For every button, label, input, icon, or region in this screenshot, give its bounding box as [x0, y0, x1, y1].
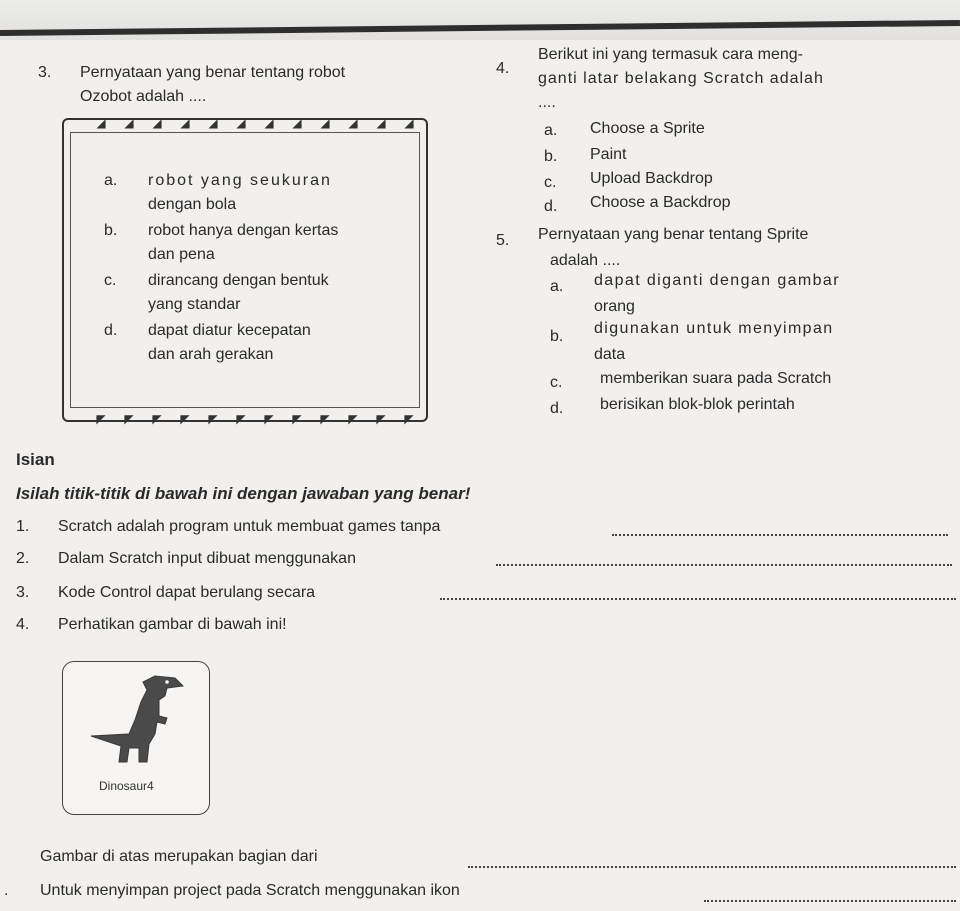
fill-2-number: 2.: [16, 550, 30, 567]
q5-opt-b-letter: b.: [550, 328, 564, 345]
isian-heading: Isian: [16, 450, 55, 469]
frame-bottom-teeth: ◤ ◤ ◤ ◤ ◤ ◤ ◤ ◤ ◤ ◤ ◤ ◤: [96, 412, 414, 426]
fill-1-number: 1.: [16, 518, 30, 535]
q3-opt-a-letter: a.: [104, 172, 118, 189]
q5-opt-d-letter: d.: [550, 400, 564, 417]
q4-opt-c-letter: c.: [544, 174, 557, 191]
q3-opt-c-line1: dirancang dengan bentuk: [148, 272, 329, 289]
q5-text-line2: adalah ....: [550, 252, 621, 269]
q3-opt-a-line2: dengan bola: [148, 196, 237, 213]
fill-3-text: Kode Control dapat berulang secara: [58, 584, 316, 601]
q4-opt-c-text: Upload Backdrop: [590, 170, 713, 187]
q4-opt-d-text: Choose a Backdrop: [590, 194, 731, 211]
sprite-name: Dinosaur4: [99, 779, 154, 793]
fill-4-number: 4.: [16, 616, 30, 633]
q5-number: 5.: [496, 232, 510, 249]
frame-top-teeth: ◢ ◢ ◢ ◢ ◢ ◢ ◢ ◢ ◢ ◢ ◢ ◢: [96, 116, 414, 130]
fill-3-answer-line[interactable]: [440, 598, 956, 600]
q3-opt-d-line1: dapat diatur kecepatan: [148, 322, 311, 339]
q4-opt-a-text: Choose a Sprite: [590, 120, 705, 137]
q5-opt-b-line1: digunakan untuk menyimpan: [594, 320, 834, 337]
q3-opt-c-line2: yang standar: [148, 296, 241, 313]
ozobot-frame: [62, 116, 428, 426]
q5-opt-b-line2: data: [594, 346, 626, 363]
q5-opt-c-letter: c.: [550, 374, 563, 391]
q3-number: 3.: [38, 64, 52, 81]
fill-5-text: Untuk menyimpan project pada Scratch menggunakan ikon: [40, 882, 460, 899]
q3-opt-b-letter: b.: [104, 222, 118, 239]
q4-opt-a-letter: a.: [544, 122, 558, 139]
q5-opt-a-letter: a.: [550, 278, 564, 295]
fill-1-answer-line[interactable]: [612, 534, 948, 536]
q3-opt-d-letter: d.: [104, 322, 118, 339]
q4-text-line3: ....: [538, 94, 556, 111]
q4-text-line1: Berikut ini yang termasuk cara meng-: [538, 46, 803, 63]
fill-4-text: Perhatikan gambar di bawah ini!: [58, 616, 287, 633]
isian-instruction: Isilah titik-titik di bawah ini dengan jawaban yang benar!: [16, 484, 471, 503]
q3-opt-c-letter: c.: [104, 272, 117, 289]
q3-text-line2: Ozobot adalah ....: [80, 88, 207, 105]
q4-opt-b-text: Paint: [590, 146, 627, 163]
q5-opt-a-line2: orang: [594, 298, 635, 315]
fill-2-answer-line[interactable]: [496, 564, 952, 566]
q4-number: 4.: [496, 60, 510, 77]
fill-2-text: Dalam Scratch input dibuat menggunakan: [58, 550, 356, 567]
q4-text-line2: ganti latar belakang Scratch adalah: [538, 70, 824, 87]
dinosaur-sprite-icon: [63, 662, 209, 772]
q3-opt-a-line1: robot yang seukuran: [148, 172, 332, 189]
q4-opt-d-letter: d.: [544, 198, 558, 215]
fill-5-number: .: [4, 882, 9, 899]
gambar-question: Gambar di atas merupakan bagian dari: [40, 848, 318, 865]
q3-opt-b-line1: robot hanya dengan kertas: [148, 222, 339, 239]
q5-opt-c-text: memberikan suara pada Scratch: [600, 370, 832, 387]
q3-opt-d-line2: dan arah gerakan: [148, 346, 274, 363]
fill-1-text: Scratch adalah program untuk membuat games tanpa: [58, 518, 441, 535]
q4-opt-b-letter: b.: [544, 148, 558, 165]
q3-text-line1: Pernyataan yang benar tentang robot: [80, 64, 346, 81]
q5-opt-d-text: berisikan blok-blok perintah: [600, 396, 795, 413]
fill-3-number: 3.: [16, 584, 30, 601]
q5-opt-a-line1: dapat diganti dengan gambar: [594, 272, 840, 289]
sprite-card: [62, 661, 210, 815]
gambar-answer-line[interactable]: [468, 866, 956, 868]
q3-opt-b-line2: dan pena: [148, 246, 215, 263]
fill-5-answer-line[interactable]: [704, 900, 956, 902]
q5-text-line1: Pernyataan yang benar tentang Sprite: [538, 226, 809, 243]
